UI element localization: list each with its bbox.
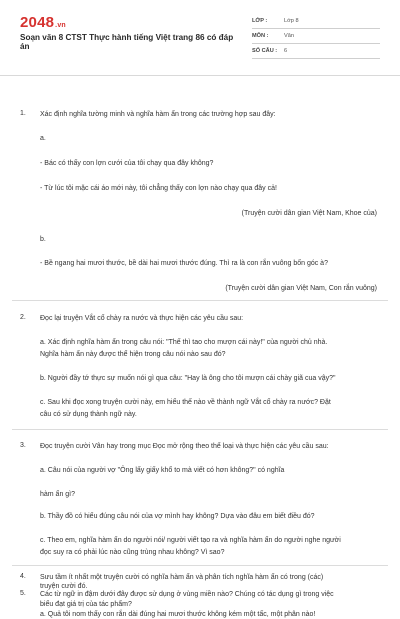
citation: (Truyện cười dân gian Việt Nam, Con rắn vuông)	[225, 285, 377, 292]
question-text: - Bác có thấy con lợn cưới của tôi chạy qua đây không?	[40, 160, 214, 167]
meta-value: Văn	[284, 33, 294, 39]
question-text: a. Câu nói của người vợ "Ông lấy giấy khổ to mà viết có hơn không?" có nghĩa	[40, 467, 285, 474]
question-text: Nghĩa hàm ẩn này được thể hiện trong câu nói nào sau đó?	[40, 351, 226, 358]
question-divider	[12, 565, 388, 566]
question-text: a. Quả tôi nom thấy con rắn dài đúng hai mươi thước không kém một tấc, một phân nào!	[40, 611, 316, 618]
question-text: Xác định nghĩa tường minh và nghĩa hàm ẩn trong các trường hợp sau đây:	[40, 111, 276, 118]
question-text: Sưu tầm ít nhất một truyện cười có nghĩa hàm ẩn và phân tích nghĩa hàm ẩn có trong (các)	[40, 574, 324, 581]
question-divider	[12, 300, 388, 301]
question-text: câu có sử dụng thành ngữ này.	[40, 411, 137, 418]
question-text: Đọc lại truyện Vắt cổ chày ra nước và thực hiện các yêu cầu sau:	[40, 315, 244, 322]
question-text: Đọc truyện cười Vân hay trong mục Đọc mở rộng theo thể loại và thực hiện các yêu cầu sau:	[40, 443, 329, 450]
meta-subject	[252, 29, 380, 44]
question-text: - Từ lúc tôi mặc cái áo mới này, tôi chẳng thấy con lợn nào chạy qua đây cả!	[40, 185, 277, 192]
question-text: hàm ẩn gì?	[40, 491, 76, 498]
meta-label: MÔN :	[252, 33, 269, 39]
question-number: 4.	[20, 573, 26, 580]
logo-main: 2048	[20, 14, 55, 31]
meta-label: LỚP :	[252, 18, 268, 24]
citation: (Truyện cười dân gian Việt Nam, Khoe của)	[241, 210, 377, 217]
question-text: truyện cười đó.	[40, 583, 88, 590]
question-number: 2.	[20, 314, 26, 321]
question-number: 1.	[20, 110, 26, 117]
document-header	[0, 0, 400, 78]
site-logo[interactable]	[20, 14, 66, 31]
document-title: Soạn văn 8 CTST Thực hành tiếng Việt trang 86 có đáp án	[20, 33, 234, 51]
meta-question-count	[252, 44, 380, 59]
meta-label: SỐ CÂU :	[252, 48, 278, 54]
question-divider	[12, 429, 388, 430]
question-text: c. Sau khi đọc xong truyện cười này, em hiểu thế nào về thành ngữ Vắt cổ chày ra nước? Đặt	[40, 399, 331, 406]
question-text: b. Thầy đồ có hiểu đúng câu nói của vợ mình hay không? Dựa vào đâu em biết điều đó?	[40, 513, 315, 520]
logo-suffix: .vn	[55, 22, 66, 29]
header-divider	[0, 75, 400, 76]
question-number: 3.	[20, 442, 26, 449]
question-text: đọc suy ra có phải lúc nào cũng trùng nhau không? Vì sao?	[40, 549, 225, 556]
question-text: biểu đạt giá trị của tác phẩm?	[40, 601, 132, 608]
meta-value: Lớp 8	[284, 18, 299, 24]
question-text: Các từ ngữ in đậm dưới đây được sử dụng ở vùng miền nào? Chúng có tác dụng gì trong việc	[40, 591, 334, 598]
question-text: a. Xác định nghĩa hàm ẩn trong câu nói: "Thế thì tao cho mượn cái này!" của người chủ nhà.	[40, 339, 328, 346]
question-text: c. Theo em, nghĩa hàm ẩn do người nói/ người viết tạo ra và nghĩa hàm ẩn do người nghe người	[40, 537, 341, 544]
meta-class	[252, 14, 380, 29]
question-text: b. Người đầy tớ thực sự muốn nói gì qua câu: "Hay là ông cho tôi mượn cái chày giã cua vậy?"	[40, 375, 336, 382]
question-text: - Bề ngang hai mươi thước, bề dài hai mươi thước đúng. Thì ra là con rắn vuông bốn góc à?	[40, 260, 328, 267]
question-number: 5.	[20, 590, 26, 597]
question-text: a.	[40, 135, 46, 142]
meta-value: 6	[284, 48, 288, 54]
question-text: b.	[40, 236, 46, 243]
